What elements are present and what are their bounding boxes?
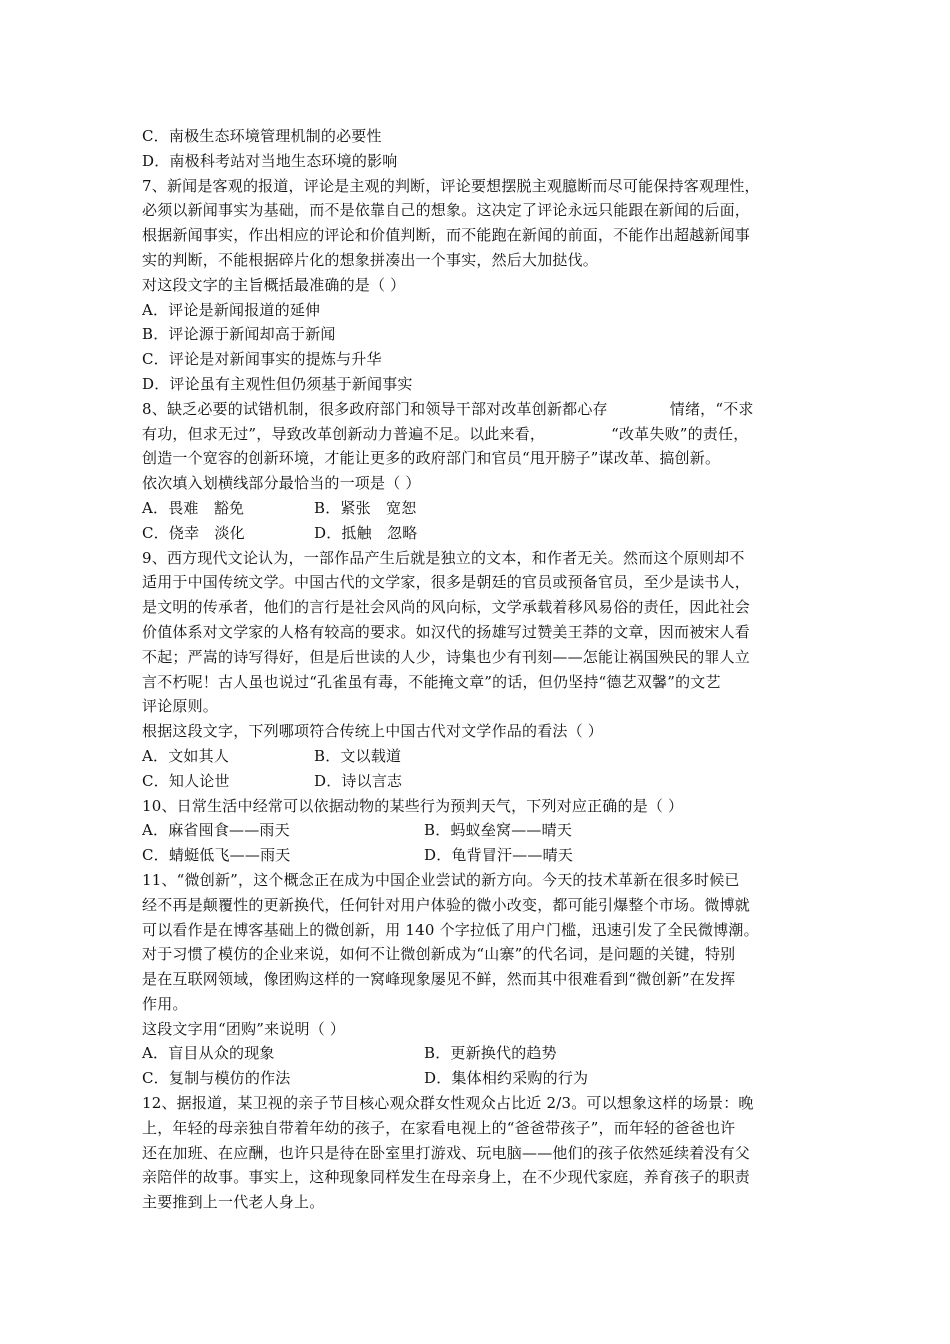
q10-options-row-1 <box>142 818 822 843</box>
q8-option-a: A．畏难 豁免 <box>142 498 245 517</box>
q12-passage-line: 还在加班、在应酬，也许只是待在卧室里打游戏、玩电脑——他们的孩子依然延续着没有父 <box>142 1143 751 1162</box>
q10-option-b: B．蚂蚁垒窝——晴天 <box>424 821 573 840</box>
q9-passage-line: 适用于中国传统文学。中国古代的文学家，很多是朝廷的官员或预备官员，至少是读书人， <box>142 573 751 592</box>
q9-passage-line: 价值体系对文学家的人格有较高的要求。如汉代的扬雄写过赞美王莽的文章，因而被宋人看 <box>142 622 751 641</box>
q8-line1-end: 情绪，“不求 <box>669 399 754 418</box>
q11-passage-line: 可以看作是在博客基础上的微创新，用 140 个字拉低了用户门槛，迅速引发了全民微博潮。 <box>142 920 759 939</box>
q7-passage-line: 实的判断，不能根据碎片化的想象拼凑出一个事实，然后大加挞伐。 <box>142 250 599 269</box>
q10-option-c: C．蜻蜓低飞——雨天 <box>142 846 291 865</box>
q11-option-c: C．复制与模仿的作法 <box>142 1069 291 1088</box>
q7-passage-line: 7、新闻是客观的报道，评论是主观的判断，评论要想摆脱主观臆断而尽可能保持客观理性， <box>142 176 760 195</box>
q7-option-c: C．评论是对新闻事实的提炼与升华 <box>142 350 382 369</box>
q12-passage-line: 12、据报道，某卫视的亲子节目核心观众群女性观众占比近 2/3。可以想象这样的场景：晚 <box>142 1094 754 1113</box>
q9-passage-line: 言不朽呢！古人虽也说过“孔雀虽有毒，不能掩文章”的话，但仍坚持“德艺双馨”的文艺 <box>142 672 721 691</box>
q8-options-row-1 <box>142 496 822 521</box>
q12-passage-line: 亲陪伴的故事。事实上，这种现象同样发生在母亲身上，在不少现代家庭，养育孩子的职责 <box>142 1168 751 1187</box>
q11-option-a: A．盲目从众的现象 <box>142 1044 275 1063</box>
q11-options-row-2 <box>142 1066 822 1091</box>
q9-passage-line: 评论原则。 <box>142 697 219 716</box>
q9-passage-line: 9、西方现代文论认为，一部作品产生后就是独立的文本，和作者无关。然而这个原则却不 <box>142 548 745 567</box>
q7-option-a: A．评论是新闻报道的延伸 <box>142 300 321 319</box>
q11-options-row-1 <box>142 1041 822 1066</box>
q8-option-b: B．紧张 宽恕 <box>314 498 417 517</box>
q8-passage-line <box>142 422 822 447</box>
q7-question: 对这段文字的主旨概括最准确的是（ ） <box>142 275 406 294</box>
q12-passage-line: 主要推到上一代老人身上。 <box>142 1193 325 1212</box>
q11-passage-line: 是在互联网领域，像团购这样的一窝峰现象屡见不鲜，然而其中很难看到“微创新”在发挥 <box>142 970 736 989</box>
q6-option-d: D．南极科考站对当地生态环境的影响 <box>142 151 398 170</box>
document-page <box>142 124 822 1215</box>
q8-question: 依次填入划横线部分最恰当的一项是（ ） <box>142 474 421 493</box>
q9-option-b: B．文以载道 <box>314 746 402 765</box>
q8-passage-line <box>142 397 822 422</box>
q11-passage-line: 作用。 <box>142 994 188 1013</box>
q11-passage-line: 11、“微创新”，这个概念正在成为中国企业尝试的新方向。今天的技术革新在很多时候已 <box>142 870 740 889</box>
q9-option-a: A．文如其人 <box>142 746 230 765</box>
q10-option-a: A．麻省囤食——雨天 <box>142 821 290 840</box>
q11-option-d: D．集体相约采购的行为 <box>424 1069 589 1088</box>
q9-option-d: D．诗以言志 <box>314 771 403 790</box>
q8-line2-start: 有功，但求无过”，导致改革创新动力普遍不足。以此来看， <box>142 424 546 443</box>
q9-question: 根据这段文字，下列哪项符合传统上中国古代对文学作品的看法（ ） <box>142 722 603 741</box>
q11-passage-line: 对于习惯了模仿的企业来说，如何不让微创新成为“山寨”的代名词，是问题的关键，特别 <box>142 945 736 964</box>
q8-passage-line: 创造一个宽容的创新环境，才能让更多的政府部门和官员“甩开膀子”谋改革、搞创新。 <box>142 449 721 468</box>
q10-question: 10、日常生活中经常可以依据动物的某些行为预判天气，下列对应正确的是（ ） <box>142 796 684 815</box>
q9-option-c: C．知人论世 <box>142 771 230 790</box>
q11-option-b: B．更新换代的趋势 <box>424 1044 557 1063</box>
q7-passage-line: 根据新闻事实，作出相应的评论和价值判断，而不能跑在新闻的前面，不能作出超越新闻事 <box>142 226 751 245</box>
q8-line1-start: 8、缺乏必要的试错机制，很多政府部门和领导干部对改革创新都心存 <box>142 399 608 418</box>
q9-passage-line: 是文明的传承者，他们的言行是社会风尚的风向标，文学承载着移风易俗的责任，因此社会 <box>142 598 751 617</box>
q7-option-b: B．评论源于新闻却高于新闻 <box>142 325 336 344</box>
q10-option-d: D．龟背冒汗——晴天 <box>424 846 574 865</box>
q10-options-row-2 <box>142 843 822 868</box>
q8-option-d: D．抵触 忽略 <box>314 523 418 542</box>
q12-passage-line: 上，年轻的母亲独自带着年幼的孩子，在家看电视上的“爸爸带孩子”，而年轻的爸爸也许 <box>142 1118 736 1137</box>
q9-options-row-2 <box>142 769 822 794</box>
q6-option-c: C．南极生态环境管理机制的必要性 <box>142 127 382 145</box>
q8-option-c: C．侥幸 淡化 <box>142 523 245 542</box>
q11-question: 这段文字用“团购”来说明（ ） <box>142 1019 346 1038</box>
q11-passage-line: 经不再是颠覆性的更新换代，任何针对用户体验的微小改变，都可能引爆整个市场。微博就 <box>142 895 751 914</box>
q9-passage-line: 不起；严嵩的诗写得好，但是后世读的人少，诗集也少有刊刻——怎能让祸国殃民的罪人立 <box>142 647 751 666</box>
q7-option-d: D．评论虽有主观性但仍须基于新闻事实 <box>142 374 413 393</box>
q9-options-row-1 <box>142 744 822 769</box>
q8-options-row-2 <box>142 521 822 546</box>
q7-passage-line: 必须以新闻事实为基础，而不是依靠自己的想象。这决定了评论永远只能跟在新闻的后面， <box>142 201 751 220</box>
q8-line2-end: “改革失败”的责任， <box>611 424 749 443</box>
